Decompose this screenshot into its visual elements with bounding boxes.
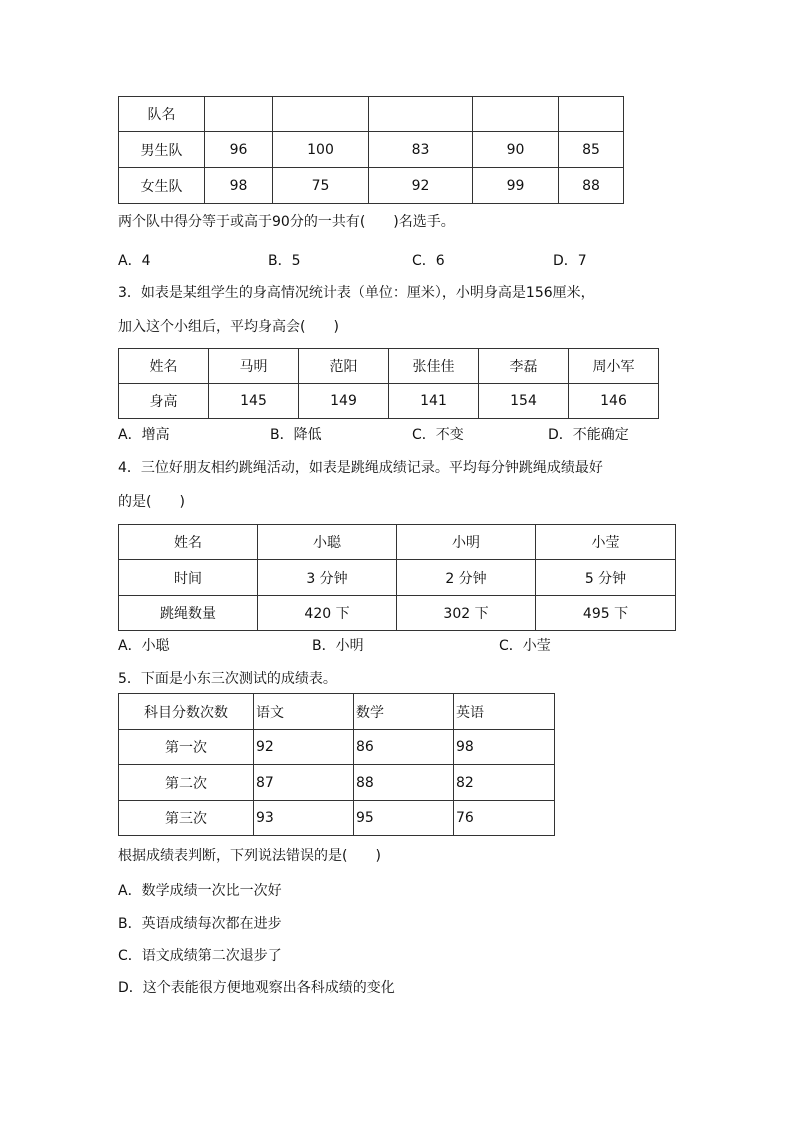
q3-option-b[interactable]: B．降低 <box>270 427 322 443</box>
table-row <box>119 730 555 765</box>
table-cell: 2 分钟 <box>397 560 536 596</box>
table-cell: 李磊 <box>479 349 569 384</box>
q3-stem-line2: 加入这个小组后，平均身高会( ) <box>118 319 339 335</box>
table-cell: 姓名 <box>119 349 209 384</box>
table-cell: 张佳佳 <box>389 349 479 384</box>
table-cell: 93 <box>254 801 354 836</box>
table-cell: 第三次 <box>119 801 254 836</box>
table-cell: 90 <box>473 132 559 168</box>
test-score-table <box>118 693 555 836</box>
table-cell: 87 <box>254 765 354 801</box>
table-cell: 149 <box>299 384 389 419</box>
table-row <box>119 168 624 204</box>
height-table <box>118 348 659 419</box>
table-cell: 范阳 <box>299 349 389 384</box>
q5-question: 根据成绩表判断，下列说法错误的是( ) <box>118 848 381 864</box>
table-row <box>119 560 676 596</box>
table-cell: 95 <box>354 801 454 836</box>
q3-stem-line1: 3．如表是某组学生的身高情况统计表（单位：厘米），小明身高是156厘米， <box>118 285 595 301</box>
table-cell <box>273 97 369 132</box>
table-cell: 141 <box>389 384 479 419</box>
table-cell: 88 <box>354 765 454 801</box>
table-cell: 85 <box>559 132 624 168</box>
table-cell: 495 下 <box>536 596 676 631</box>
q4-option-a[interactable]: A．小聪 <box>118 638 170 654</box>
table-row <box>119 384 659 419</box>
table-cell: 5 分钟 <box>536 560 676 596</box>
table-cell: 420 下 <box>258 596 397 631</box>
jump-rope-table <box>118 524 676 631</box>
table-cell: 周小军 <box>569 349 659 384</box>
table-cell: 100 <box>273 132 369 168</box>
table-cell: 76 <box>454 801 555 836</box>
table-cell: 92 <box>369 168 473 204</box>
table-cell <box>369 97 473 132</box>
table-cell: 86 <box>354 730 454 765</box>
table-cell: 时间 <box>119 560 258 596</box>
table-cell: 第二次 <box>119 765 254 801</box>
table-cell: 83 <box>369 132 473 168</box>
table-cell: 马明 <box>209 349 299 384</box>
table-cell: 身高 <box>119 384 209 419</box>
table-cell <box>473 97 559 132</box>
table-cell: 145 <box>209 384 299 419</box>
table-row <box>119 349 659 384</box>
table-cell: 302 下 <box>397 596 536 631</box>
q2-option-b[interactable]: B．5 <box>268 253 301 269</box>
table-cell: 88 <box>559 168 624 204</box>
q3-option-a[interactable]: A．增高 <box>118 427 170 443</box>
q3-option-d[interactable]: D．不能确定 <box>548 427 629 443</box>
table-cell: 3 分钟 <box>258 560 397 596</box>
q5-option-d[interactable]: D．这个表能很方便地观察出各科成绩的变化 <box>118 980 395 996</box>
q5-option-c[interactable]: C．语文成绩第二次退步了 <box>118 948 282 964</box>
q5-option-a[interactable]: A．数学成绩一次比一次好 <box>118 883 282 899</box>
table-cell: 小莹 <box>536 525 676 560</box>
q2-stem: 两个队中得分等于或高于90分的一共有( )名选手。 <box>118 214 455 230</box>
q4-option-b[interactable]: B．小明 <box>312 638 364 654</box>
table-cell: 98 <box>454 730 555 765</box>
table-cell: 男生队 <box>119 132 205 168</box>
table-cell: 姓名 <box>119 525 258 560</box>
q2-option-d[interactable]: D．7 <box>553 253 587 269</box>
q2-option-a[interactable]: A．4 <box>118 253 151 269</box>
table-cell: 146 <box>569 384 659 419</box>
table-cell: 75 <box>273 168 369 204</box>
q2-option-c[interactable]: C．6 <box>412 253 445 269</box>
table-cell: 82 <box>454 765 555 801</box>
table-row <box>119 694 555 730</box>
q3-option-c[interactable]: C．不变 <box>412 427 464 443</box>
table-cell: 98 <box>205 168 273 204</box>
table-cell: 92 <box>254 730 354 765</box>
q4-stem-line2: 的是( ) <box>118 494 185 510</box>
table-cell: 队名 <box>119 97 205 132</box>
q4-stem-line1: 4．三位好朋友相约跳绳活动，如表是跳绳成绩记录。平均每分钟跳绳成绩最好 <box>118 460 603 476</box>
table-cell: 小明 <box>397 525 536 560</box>
table-cell: 女生队 <box>119 168 205 204</box>
team-score-table <box>118 96 624 204</box>
table-cell: 96 <box>205 132 273 168</box>
table-cell: 154 <box>479 384 569 419</box>
table-cell: 语文 <box>254 694 354 730</box>
table-cell: 数学 <box>354 694 454 730</box>
table-row <box>119 525 676 560</box>
q4-option-c[interactable]: C．小莹 <box>499 638 551 654</box>
table-cell: 科目分数次数 <box>119 694 254 730</box>
table-cell <box>559 97 624 132</box>
q5-option-b[interactable]: B．英语成绩每次都在进步 <box>118 916 282 932</box>
table-cell: 小聪 <box>258 525 397 560</box>
table-row <box>119 765 555 801</box>
table-cell: 99 <box>473 168 559 204</box>
table-row <box>119 132 624 168</box>
table-cell: 英语 <box>454 694 555 730</box>
q5-stem: 5．下面是小东三次测试的成绩表。 <box>118 671 337 687</box>
table-cell: 跳绳数量 <box>119 596 258 631</box>
table-row <box>119 97 624 132</box>
table-row <box>119 801 555 836</box>
table-cell: 第一次 <box>119 730 254 765</box>
table-cell <box>205 97 273 132</box>
table-row <box>119 596 676 631</box>
